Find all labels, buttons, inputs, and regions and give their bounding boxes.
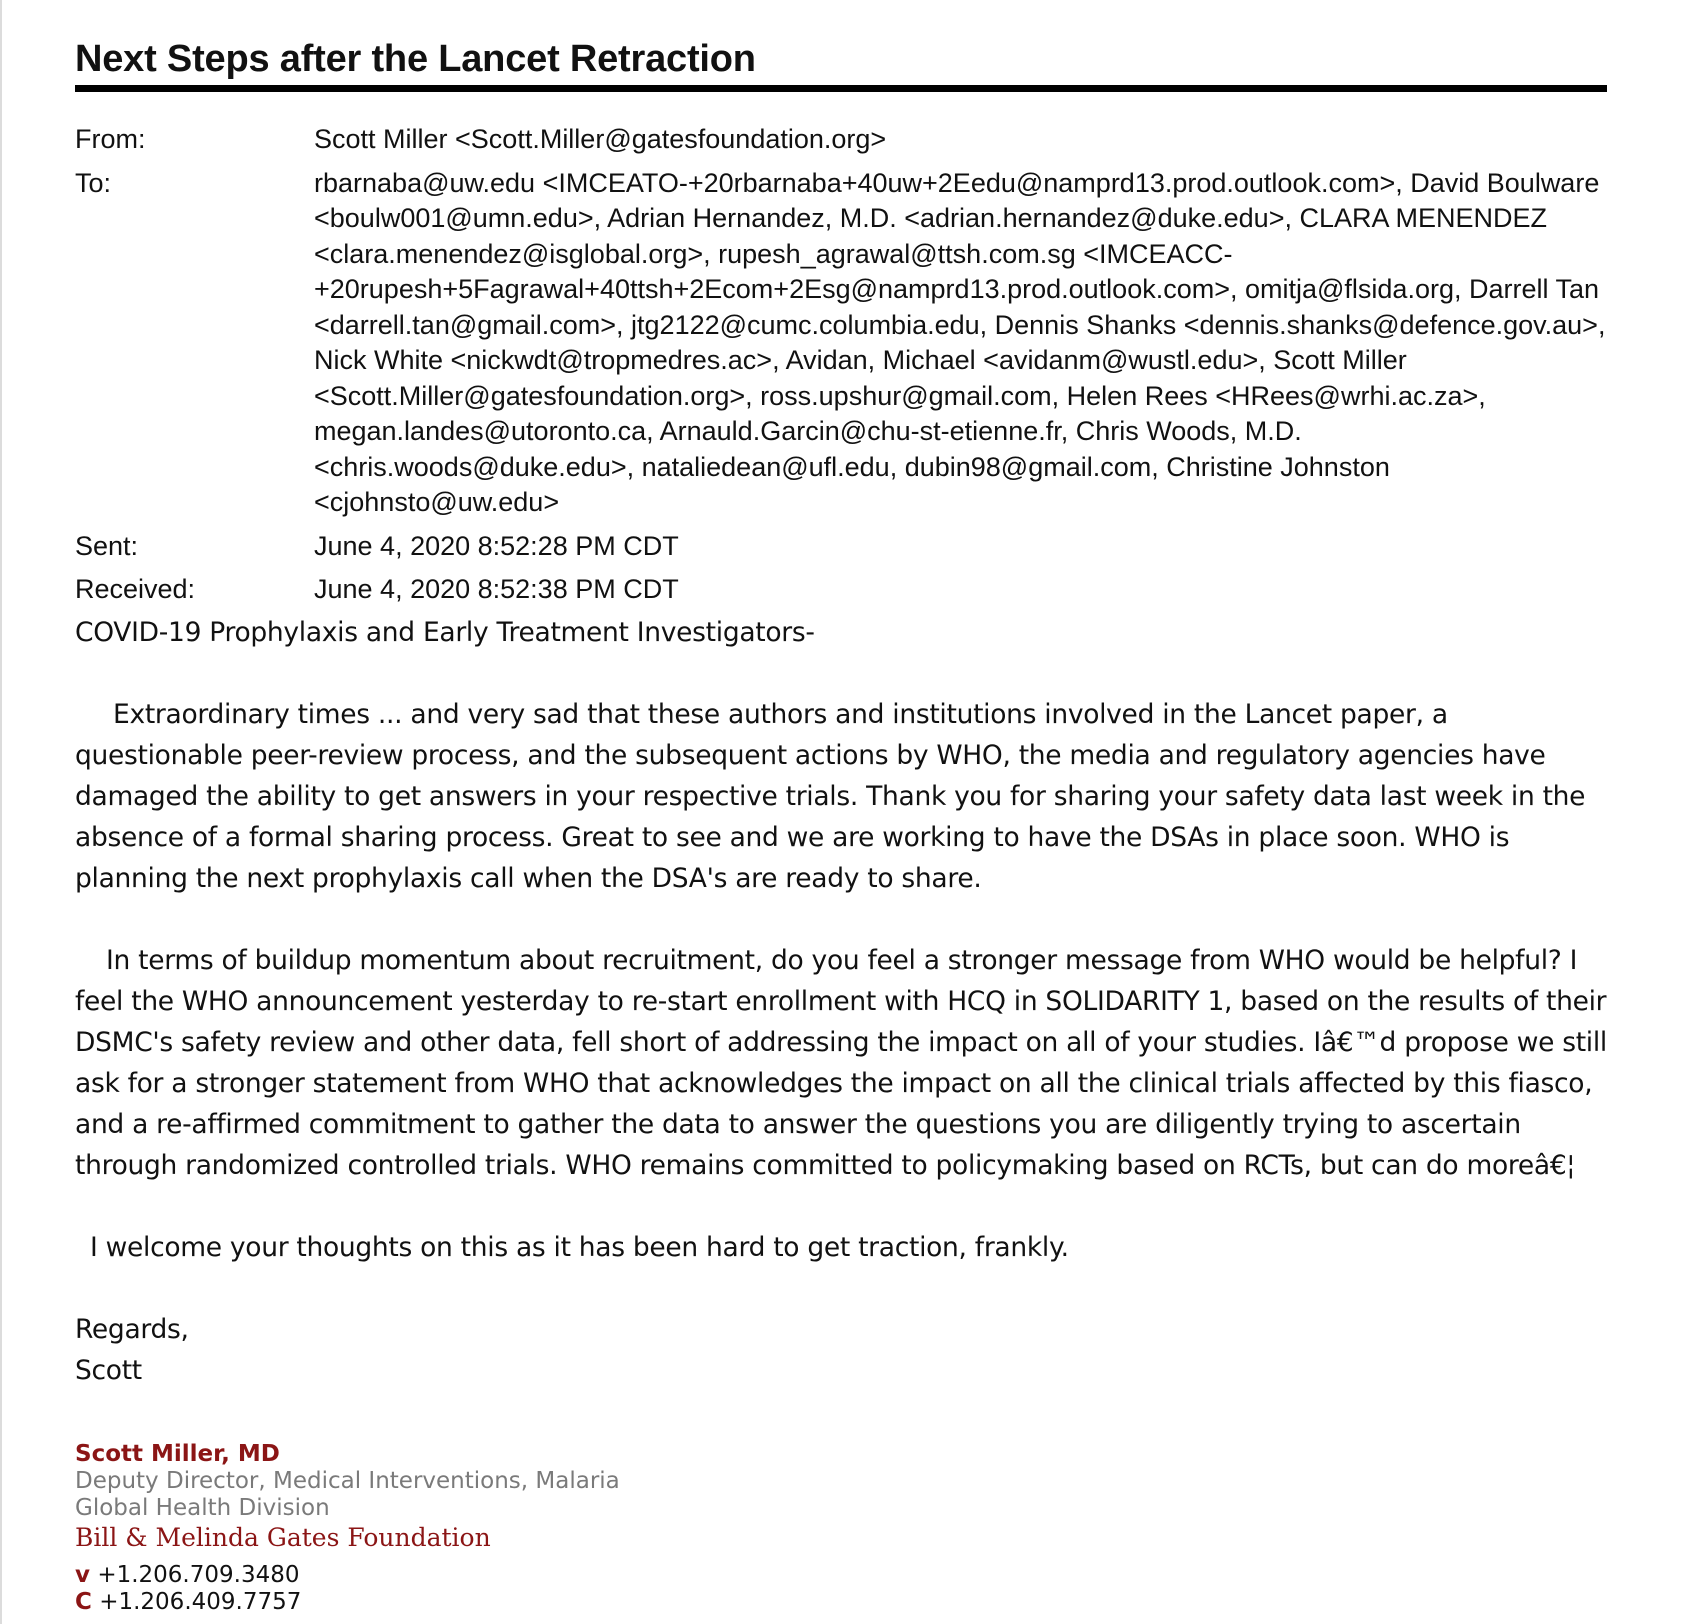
email-headers xyxy=(75,122,1607,608)
signature-phone-v xyxy=(75,1562,1607,1589)
phone-v-number: +1.206.709.3480 xyxy=(97,1561,300,1588)
page-left-edge xyxy=(0,0,2,1624)
signature-phone-c xyxy=(75,1589,1607,1616)
signature-division: Global Health Division xyxy=(75,1494,330,1521)
to-label: To: xyxy=(75,167,112,198)
phone-c-number: +1.206.409.7757 xyxy=(99,1588,302,1615)
email-signature xyxy=(75,1441,1607,1616)
signature-title: Deputy Director, Medical Interventions, Malaria xyxy=(75,1467,620,1494)
closing: Regards, xyxy=(75,1313,189,1345)
sent-label: Sent: xyxy=(75,530,139,561)
to-value: rbarnaba@uw.edu <IMCEATO-+20rbarnaba+40uw+2Eedu@namprd13.prod.outlook.com>, David Boulware <boulw001@umn.edu>, Adrian Hernandez, M.D. <adrian.hernandez@duke.edu>, CLARA MENENDEZ <clara.menendez@isglobal.org>, rupesh_agrawal@ttsh.com.sg <IMCEACC-+20rupesh+5Fagrawal+40ttsh+2Ecom+2Esg@namprd13.prod.outlook.com>, omitja@flsida.org, Darrell Tan <darrell.tan@gmail.com>, jtg2122@cumc.columbia.edu, Dennis Shanks <dennis.shanks@defence.gov.au>, Nick White <nickwdt@tropmedres.ac>, Avidan, Michael <avidanm@wustl.edu>, Scott Miller <Scott.Miller@gatesfoundation.org>, ross.upshur@gmail.com, Helen Rees <HRees@wrhi.ac.za>, megan.landes@utoronto.ca, Arnauld.Garcin@chu-st-etienne.fr, Chris Woods, M.D. <chris.woods@duke.edu>, nataliedean@ufl.edu, dubin98@gmail.com, Christine Johnston <cjohnsto@uw.edu> xyxy=(314,167,1606,517)
email-subject: Next Steps after the Lancet Retraction xyxy=(75,38,1607,92)
body-paragraph-3: I welcome your thoughts on this as it has been hard to get traction, frankly. xyxy=(90,1231,1069,1263)
header-to-row xyxy=(75,166,1607,521)
email-body xyxy=(75,612,1607,1391)
signature-organization: Bill & Melinda Gates Foundation xyxy=(75,1522,491,1552)
from-value: Scott Miller <Scott.Miller@gatesfoundation.org> xyxy=(314,124,887,154)
header-sent-row xyxy=(75,529,1607,565)
email-document xyxy=(75,38,1607,1616)
header-from-row xyxy=(75,122,1607,158)
sent-value: June 4, 2020 8:52:28 PM CDT xyxy=(314,530,679,561)
salutation: COVID-19 Prophylaxis and Early Treatment Investigators- xyxy=(75,616,815,648)
header-received-row xyxy=(75,572,1607,608)
received-label: Received: xyxy=(75,574,196,604)
phone-v-label: v xyxy=(75,1561,90,1588)
body-paragraph-1: Extraordinary times ... and very sad that these authors and institutions involved in the Lancet paper, a questionable peer-review process, and the subsequent actions by WHO, the media and regulatory agencies have damaged the ability to get answers in your respective trials. Thank you for sharing your safety data last week in the absence of a formal sharing process. Great to see and we are working to have the DSAs in place soon. WHO is planning the next prophylaxis call when the DSA's are ready to share. xyxy=(75,698,1586,894)
phone-c-label: C xyxy=(75,1588,92,1615)
sender-short-name: Scott xyxy=(75,1354,142,1386)
from-label: From: xyxy=(75,124,146,154)
body-paragraph-2: In terms of buildup momentum about recruitment, do you feel a stronger message from WHO would be helpful? I feel the WHO announcement yesterday to re-start enrollment with HCQ in SOLIDARITY 1, based on the results of their DSMC's safety review and other data, fell short of addressing the impact on all of your studies. Iâ€™d propose we still ask for a stronger statement from WHO that acknowledges the impact on all the clinical trials affected by this fiasco, and a re-affirmed commitment to gather the data to answer the questions you are diligently trying to ascertain through randomized controlled trials. WHO remains committed to policymaking based on RCTs, but can do moreâ€¦ xyxy=(75,944,1607,1181)
received-value: June 4, 2020 8:52:38 PM CDT xyxy=(314,574,679,604)
signature-name: Scott Miller, MD xyxy=(75,1440,280,1467)
